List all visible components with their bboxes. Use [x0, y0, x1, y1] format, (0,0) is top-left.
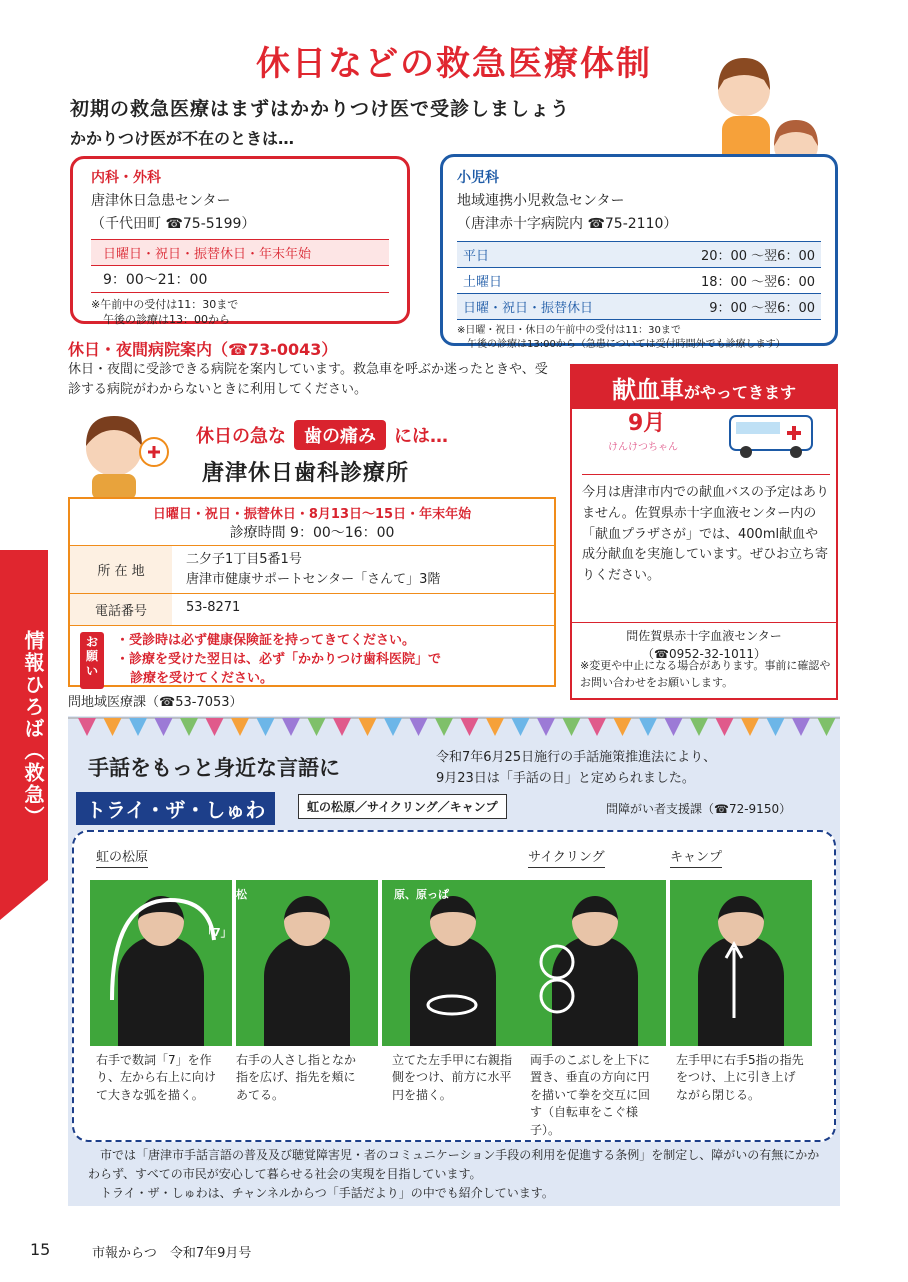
bunting-flag — [435, 718, 453, 736]
label-cycling: サイクリング — [528, 846, 605, 868]
night-hospital-info-text: 休日・夜間に受診できる病院を案内しています。救急車を呼ぶか迷ったときや、受診する病院がわからないときに利用してください。 — [68, 362, 548, 398]
bunting-flag — [639, 718, 657, 736]
schedule-label: 平日 — [463, 249, 490, 264]
tel-value: 53-8271 — [186, 600, 241, 615]
bunting-flags-decoration — [68, 716, 840, 740]
try-the-shuwa-subtitle: 虹の松原／サイクリング／キャンプ — [298, 794, 507, 819]
try-the-shuwa-badge: トライ・ザ・しゅわ — [76, 792, 275, 825]
caption-seven: 「7」 — [202, 926, 232, 939]
schedule-row — [457, 242, 821, 268]
blood-text: 今月は唐津市内での献血バスの予定はありません。佐賀県赤十字血液センター内の「献血プラザさが」では、400ml献血や成分献血を実施しています。ぜひお立ち寄りください。 — [582, 474, 830, 587]
sign-demo-area — [72, 830, 836, 1142]
bunting-flag — [512, 718, 530, 736]
request-items — [116, 632, 441, 689]
bunting-flag — [818, 718, 836, 736]
dental-days: 日曜日・祝日・振替休日・8月13日～15日・年末年始 — [152, 507, 472, 522]
bunting-flag — [486, 718, 504, 736]
request-item: ・診療を受けた翌日は、必ず「かかりつけ歯科医院」で — [116, 651, 442, 667]
circle-arrow-icon — [422, 990, 482, 1020]
naika-days: 日曜日・祝日・振替休日・年末年始 — [91, 239, 389, 266]
shoni-center: 地域連携小児救急センター — [457, 193, 625, 209]
dental-lead-a: 休日の急な — [196, 426, 286, 447]
subtitle-primary: 初期の救急医療はまずはかかりつけ医で受診しましょう — [70, 98, 571, 120]
sign-desc: 右手で数詞「7」を作り、左から右上に向けて大きな弧を描く。 — [96, 1053, 217, 1102]
blood-head-big: 献血車 — [611, 376, 684, 404]
location-line1: 二夕子1丁目5番1号 — [186, 552, 302, 567]
dental-clinic-name: 唐津休日歯科診療所 — [202, 461, 410, 486]
sign-title: 手話をもっと身近な言語に — [88, 756, 340, 780]
schedule-row — [457, 268, 821, 294]
shoni-schedule — [457, 241, 821, 320]
request-badge: お願い — [80, 632, 104, 689]
internal-medicine-box — [70, 156, 410, 327]
sign-photo — [524, 880, 666, 1046]
sign-contact: 問障がい者支援課（☎72-9150） — [606, 802, 792, 816]
up-arrow-icon — [724, 940, 744, 1020]
bunting-flag — [78, 718, 96, 736]
bunting-flag — [410, 718, 428, 736]
schedule-time: 9：00 ～翌6：00 — [709, 301, 815, 316]
bunting-flag — [155, 718, 173, 736]
arc-arrow-icon — [90, 880, 232, 1046]
bunting-flag — [308, 718, 326, 736]
bunting-flag — [384, 718, 402, 736]
blood-contact — [572, 622, 836, 663]
dental-tel-row — [70, 594, 554, 626]
sign-law — [436, 748, 716, 790]
bunting-flag — [359, 718, 377, 736]
bunting-flag — [180, 718, 198, 736]
pediatrics-box — [440, 154, 838, 350]
bunting-flag — [792, 718, 810, 736]
sign-law2: 9月23日は「手話の日」と定められました。 — [436, 770, 695, 786]
footer-title: 市報からつ 令和7年9月号 — [92, 1246, 252, 1261]
toothache-badge: 歯の痛み — [294, 420, 386, 450]
blood-head-small: がやってきます — [683, 383, 796, 402]
schedule-row — [457, 294, 821, 320]
bunting-flag — [282, 718, 300, 736]
shoni-note2: 午後の診療は13:00から（急患については受付時間外でも診療します） — [467, 339, 786, 350]
bunting-flag — [690, 718, 708, 736]
bunting-flag — [461, 718, 479, 736]
night-hospital-info-title: 休日・夜間病院案内（☎73-0043） — [68, 340, 338, 359]
bunting-flag — [104, 718, 122, 736]
sign-law1: 令和7年6月25日施行の手話施策推進法により、 — [436, 750, 717, 765]
page-number: 15 — [30, 1240, 51, 1259]
sign-photo — [90, 880, 232, 1046]
blood-bus-icon — [720, 408, 820, 460]
shoni-note1: ※日曜・祝日・休日の午前中の受付は11：30まで — [457, 325, 681, 336]
dental-lead — [196, 420, 448, 450]
blood-header — [572, 366, 836, 409]
bunting-flag — [767, 718, 785, 736]
sign-photo — [236, 880, 378, 1046]
naika-center: 唐津休日急患センター — [91, 193, 231, 209]
blood-donation-box — [570, 364, 838, 700]
sign-photo — [670, 880, 812, 1046]
dental-location-row — [70, 546, 554, 594]
sign-bottom-text — [88, 1146, 828, 1204]
label-camp: キャンプ — [670, 846, 722, 868]
schedule-label: 土曜日 — [463, 275, 503, 290]
sign-bottom2: トライ・ザ・しゅわは、チャンネルからつ「手話だより」の中でも紹介しています。 — [100, 1186, 554, 1201]
blood-note: ※変更や中止になる場合があります。事前に確認やお問い合わせをお願いします。 — [580, 659, 831, 689]
sign-desc: 右手の人さし指となか指を広げ、指先を頬にあてる。 — [236, 1053, 357, 1102]
bunting-flag — [206, 718, 224, 736]
page-title: 休日などの救急医療体制 — [256, 44, 652, 84]
blood-mascot-label: けんけつちゃん — [608, 442, 678, 453]
blood-contact1: 問佐賀県赤十字血液センター — [626, 629, 782, 643]
vertical-circles-icon — [532, 940, 582, 1020]
caption-hara: 原、原っぱ — [394, 888, 449, 901]
bunting-flag — [257, 718, 275, 736]
dental-contact: 問地域医療課（☎53-7053） — [68, 695, 243, 710]
bunting-flag — [333, 718, 351, 736]
schedule-time: 18：00 ～翌6：00 — [700, 275, 815, 290]
blood-month: 9月 — [628, 411, 666, 436]
bunting-flag — [665, 718, 683, 736]
bunting-flag — [741, 718, 759, 736]
naika-address: （千代田町 ☎75-5199） — [91, 216, 256, 232]
request-item: 診療を受けてください。 — [130, 670, 274, 686]
sign-desc: 両手のこぶしを上下に置き、垂直の方向に円を描いて拳を交互に回す（自転車をこぐ様子）。 — [530, 1053, 651, 1137]
schedule-label: 日曜・祝日・振替休日 — [463, 301, 594, 316]
bunting-flag — [716, 718, 734, 736]
sign-bottom1: 市では「唐津市手話言語の普及及び聴覚障害児・者のコミュニケーション手段の利用を促進する条例」を制定し、障がいの有無にかかわらず、すべての市民が安心して暮らせる社会の実現を目指しています。 — [88, 1148, 820, 1182]
label-niji: 虹の松原 — [96, 846, 148, 868]
toothache-boy-illustration — [74, 408, 174, 500]
blood-contact2: （☎0952-32-1011） — [642, 647, 766, 661]
location-line2: 唐津市健康サポートセンター「さんて」3階 — [186, 571, 441, 587]
caption-matsu: 松 — [236, 888, 247, 901]
shoni-title: 小児科 — [457, 170, 499, 186]
sign-language-panel — [68, 716, 840, 1206]
request-item: ・受診時は必ず健康保険証を持ってきてください。 — [116, 633, 416, 648]
shoni-address: （唐津赤十字病院内 ☎75-2110） — [457, 216, 678, 232]
request-section — [70, 626, 554, 695]
subtitle-secondary: かかりつけ医が不在のときは… — [70, 129, 295, 148]
sign-desc: 左手甲に右手5指の指先をつけ、上に引き上げながら閉じる。 — [676, 1053, 804, 1102]
naika-hours: 9：00～21：00 — [91, 266, 389, 293]
section-side-tab: 情報ひろば（救急） — [0, 550, 48, 880]
naika-note1: ※午前中の受付は11：30まで — [91, 298, 239, 311]
location-value — [172, 546, 454, 593]
naika-title: 内科・外科 — [91, 170, 161, 186]
location-key: 所 在 地 — [70, 546, 172, 593]
naika-note2: 午後の診療は13：00から — [103, 313, 230, 327]
dental-hours: 診療時間 9：00～16：00 — [70, 522, 554, 546]
dental-info-box — [68, 497, 556, 687]
dental-lead-b: には… — [394, 426, 448, 447]
bunting-flag — [588, 718, 606, 736]
bunting-flag — [537, 718, 555, 736]
schedule-time: 20：00 ～翌6：00 — [700, 249, 815, 264]
sign-desc: 立てた左手甲に右親指側をつけ、前方に水平円を描く。 — [392, 1053, 513, 1102]
bunting-flag — [129, 718, 147, 736]
bunting-flag — [231, 718, 249, 736]
bunting-flag — [614, 718, 632, 736]
tel-key: 電話番号 — [70, 594, 172, 625]
sign-photo — [382, 880, 524, 1046]
bunting-flag — [563, 718, 581, 736]
